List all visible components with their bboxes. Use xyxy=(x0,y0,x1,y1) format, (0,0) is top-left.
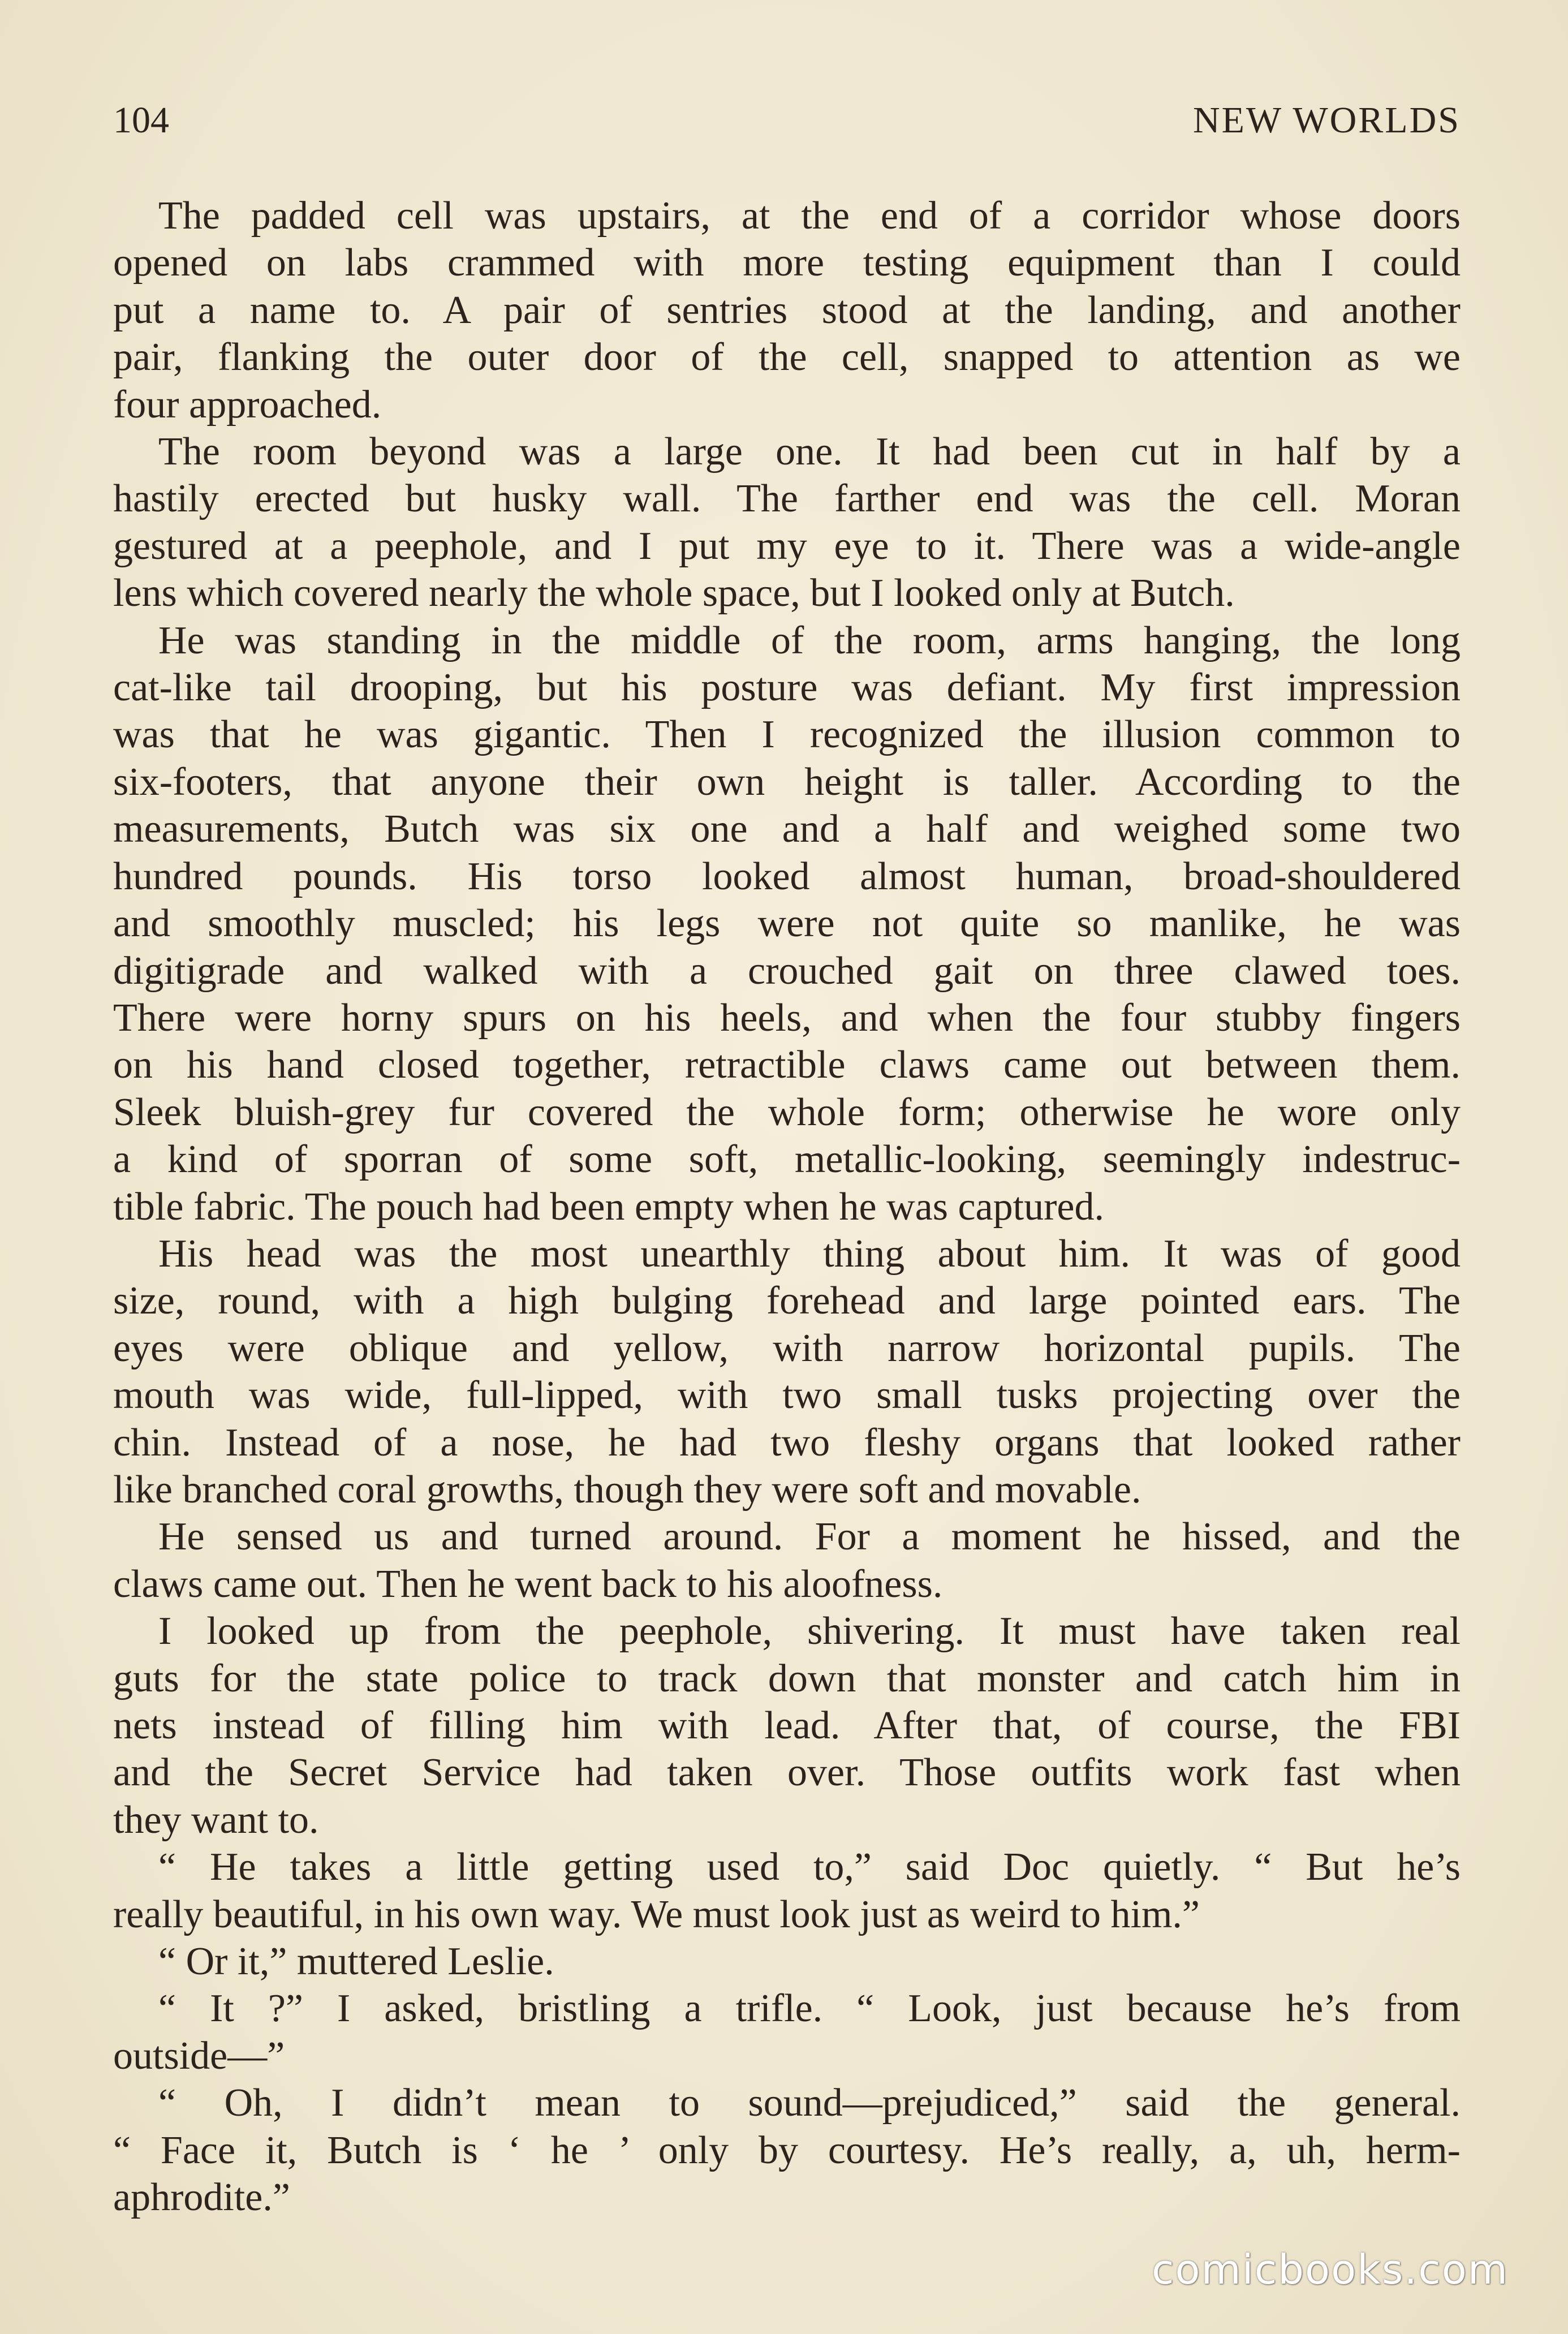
page-header xyxy=(113,99,1461,144)
text-line: hastily erected but husky wall. The farther end was the cell. Moran xyxy=(113,477,1461,521)
text-line: on his hand closed together, retractible claws came out between them. xyxy=(113,1043,1461,1087)
text-line: was that he was gigantic. Then I recognized the illusion common to xyxy=(113,713,1461,757)
text-line: “ It ?” I asked, bristling a trifle. “ Look, just because he’s from xyxy=(158,1987,1461,2031)
paragraph xyxy=(113,1985,1461,2079)
text-line: opened on labs crammed with more testing equipment than I could xyxy=(113,241,1461,285)
text-line: mouth was wide, full-lipped, with two small tusks projecting over the xyxy=(113,1373,1461,1418)
text-line: chin. Instead of a nose, he had two fleshy organs that looked rather xyxy=(113,1420,1461,1465)
text-line: guts for the state police to track down that monster and catch him in xyxy=(113,1656,1461,1700)
text-line: claws came out. Then he went back to his aloofness. xyxy=(113,1562,943,1606)
text-line: outside—” xyxy=(113,2034,285,2078)
text-line: put a name to. A pair of sentries stood at the landing, and another xyxy=(113,288,1461,332)
text-line: tible fabric. The pouch had been empty when he was captured. xyxy=(113,1185,1104,1229)
text-line: “ Face it, Butch is ‘ he ’ only by courtesy. He’s really, a, uh, herm- xyxy=(113,2128,1461,2172)
text-line: There were horny spurs on his heels, and when the four stubby fingers xyxy=(113,996,1461,1040)
text-line: He was standing in the middle of the room, arms hanging, the long xyxy=(158,618,1461,662)
watermark-logo: comicbooks.com xyxy=(1151,2246,1509,2293)
paragraph xyxy=(113,1230,1461,1513)
text-line: The room beyond was a large one. It had been cut in half by a xyxy=(158,430,1461,474)
text-line: measurements, Butch was six one and a half and weighed some two xyxy=(113,807,1461,851)
text-line: like branched coral growths, though they were soft and movable. xyxy=(113,1467,1141,1511)
body-text xyxy=(113,192,1461,2221)
text-line: lens which covered nearly the whole space, but I looked only at Butch. xyxy=(113,571,1235,615)
text-line: four approached. xyxy=(113,382,382,427)
text-line: a kind of sporran of some soft, metallic-looking, seemingly indestruc- xyxy=(113,1138,1461,1182)
text-line: they want to. xyxy=(113,1798,319,1842)
text-line: Sleek bluish-grey fur covered the whole form; otherwise he wore only xyxy=(113,1090,1461,1134)
text-line: “ He takes a little getting used to,” said Doc quietly. “ But he’s xyxy=(158,1845,1461,1889)
text-line: hundred pounds. His torso looked almost human, broad-shouldered xyxy=(113,854,1461,898)
text-line: nets instead of filling him with lead. After that, of course, the FBI xyxy=(113,1704,1461,1747)
text-line: “ Oh, I didn’t mean to sound—prejudiced,” said the general. xyxy=(158,2081,1461,2125)
text-line: His head was the most unearthly thing about him. It was of good xyxy=(158,1231,1461,1276)
text-line: “ Or it,” muttered Leslie. xyxy=(158,1940,554,1984)
paragraph xyxy=(113,1513,1461,1608)
text-line: cat-like tail drooping, but his posture was defiant. My first impression xyxy=(113,666,1461,710)
text-line: The padded cell was upstairs, at the end of a corridor whose doors xyxy=(158,194,1461,238)
text-line: digitigrade and walked with a crouched gait on three clawed toes. xyxy=(113,949,1461,993)
paragraph xyxy=(113,617,1461,1230)
paragraph xyxy=(113,1938,1461,1985)
text-line: He sensed us and turned around. For a moment he hissed, and the xyxy=(158,1515,1461,1559)
text-line: pair, flanking the outer door of the cell, snapped to attention as we xyxy=(113,335,1461,380)
paragraph xyxy=(113,428,1461,617)
text-line: and smoothly muscled; his legs were not quite so manlike, he was xyxy=(113,902,1461,946)
running-head: NEW WORLDS xyxy=(1192,100,1461,141)
text-line: and the Secret Service had taken over. Those outfits work fast when xyxy=(113,1751,1461,1795)
text-line: eyes were oblique and yellow, with narrow horizontal pupils. The xyxy=(113,1326,1461,1370)
paragraph xyxy=(113,2079,1461,2221)
text-line: really beautiful, in his own way. We must look just as weird to him.” xyxy=(113,1892,1200,1936)
text-line: I looked up from the peephole, shivering. It must have taken real xyxy=(158,1609,1461,1653)
paragraph xyxy=(113,192,1461,428)
text-line: aphrodite.” xyxy=(113,2176,290,2220)
text-line: gestured at a peephole, and I put my eye to it. There was a wide-angle xyxy=(113,524,1461,568)
paragraph xyxy=(113,1608,1461,1844)
text-line: six-footers, that anyone their own height is taller. According to the xyxy=(113,760,1461,804)
paragraph xyxy=(113,1844,1461,1938)
text-line: size, round, with a high bulging forehead and large pointed ears. The xyxy=(113,1279,1461,1323)
page-number: 104 xyxy=(113,100,169,141)
